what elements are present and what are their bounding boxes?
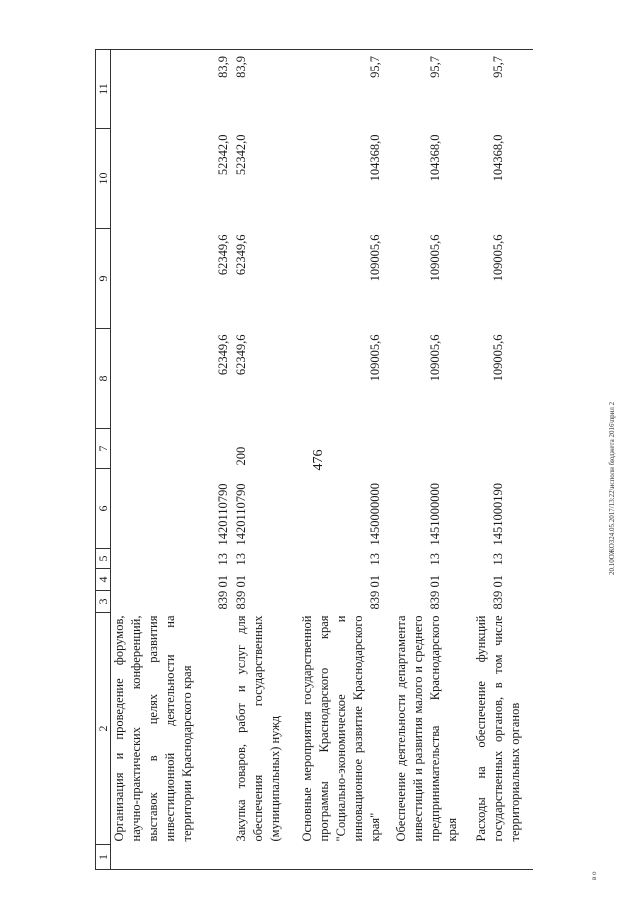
row-cell-c10: 104368,0 [427,134,442,182]
row-cell-c7 [473,429,533,469]
header-cell: 2 [96,613,111,845]
row-cell-c8: 109005,6 [427,334,442,382]
row-cell-c11: 95,7 [473,50,533,129]
header-cell: 6 [96,469,111,549]
row-cell-c7 [393,429,473,469]
row-cell-c4: 01 [427,575,442,588]
row-cell-c7 [111,429,233,469]
row-cell-c8: 109005,6 [367,334,382,382]
row-cell-c3: 839 [367,590,382,610]
row-cell-c11: 83,9 [111,50,233,129]
row-cell-c6: 1420110790 [233,483,248,546]
row-name: Обеспечение деятельности департамента инвестиций и развития малого и среднего предпринимательства Краснодарского края [393,615,459,842]
row-cell-c7: 200 [233,446,248,466]
row-cell-c10: 52342,0 [233,134,248,176]
row-cell-c4: 01 [490,575,505,588]
row-cell-empty [299,845,393,870]
row-name: Закупка товаров, работ и услуг для обеспечения государственных (муниципальных) нужд [233,615,282,842]
corner-mark-text: в о [590,871,598,880]
row-cell-c3: 839 [490,590,505,610]
row-cell-c5: 13 [233,553,248,566]
header-cell: 8 [96,329,111,429]
header-cell: 4 [96,569,111,591]
row-cell-c6: 1451000190 [490,483,505,546]
row-cell-c8: 109005,6 [490,334,505,382]
row-cell-c5: 13 [490,553,505,566]
row-cell-c5: 13 [216,553,230,566]
footer-text: 20.10ОЖОЗ24.05.2017/13:22\исполн бюджета 2016\прил 2 [608,401,616,575]
row-cell-empty [111,845,233,870]
header-cell: 7 [96,429,111,469]
row-cell-c3: 839 [216,590,230,610]
row-cell-c5: 13 [367,553,382,566]
row-cell-c11: 95,7 [393,50,473,129]
table-row [111,50,233,870]
row-cell-c10: 104368,0 [367,134,382,182]
header-cell: 5 [96,549,111,569]
row-cell-c9: 109005,6 [490,234,505,282]
table-row [473,50,533,870]
header-row [96,50,111,870]
table-row [233,50,299,870]
row-cell-c4: 01 [233,575,248,588]
row-cell-c11: 95,7 [299,50,393,129]
header-cell: 9 [96,229,111,329]
row-name: Расходы на обеспечение функций государственных органов, в том числе территориальных органов [473,615,522,842]
row-cell-empty [393,845,473,870]
header-cell: 11 [96,50,111,129]
row-cell-c9: 62349,6 [216,234,230,276]
budget-table [95,49,533,870]
table-row [393,50,473,870]
row-cell-c4: 01 [367,575,382,588]
row-cell-c9: 109005,6 [427,234,442,282]
row-cell-c6: 1450000000 [367,483,382,546]
header-cell: 3 [96,591,111,613]
row-cell-c3: 839 [233,590,248,610]
row-cell-c3: 839 [427,590,442,610]
page-number-text: 476 [311,449,326,471]
row-cell-c8: 62349,6 [216,334,230,376]
row-cell-c4: 01 [216,575,230,588]
row-name: Основные мероприятия государственной программы Краснодарского края "Социально-экономическое и инновационное развитие Краснодарского края" [299,615,382,842]
row-cell-c9: 109005,6 [367,234,382,282]
row-cell-c8: 62349,6 [233,334,248,376]
row-cell-empty [473,845,533,870]
header-cell: 10 [96,129,111,229]
row-cell-c6: 1420110790 [216,483,230,546]
row-cell-c5: 13 [427,553,442,566]
row-name: Организация и проведение форумов, научно-практических конференций, выставок в целях развития инвестиционной деятельности на территории Краснодарского края [112,615,194,842]
table-row [299,50,393,870]
row-cell-empty [233,845,299,870]
rotated-table-frame [95,50,615,870]
row-cell-c10: 52342,0 [216,134,230,176]
row-cell-c10: 104368,0 [490,134,505,182]
header-cell: 1 [96,845,111,870]
row-cell-c6: 1451000000 [427,483,442,546]
row-cell-c11: 83,9 [233,50,299,129]
row-cell-c7 [299,429,393,469]
row-cell-c9: 62349,6 [233,234,248,276]
